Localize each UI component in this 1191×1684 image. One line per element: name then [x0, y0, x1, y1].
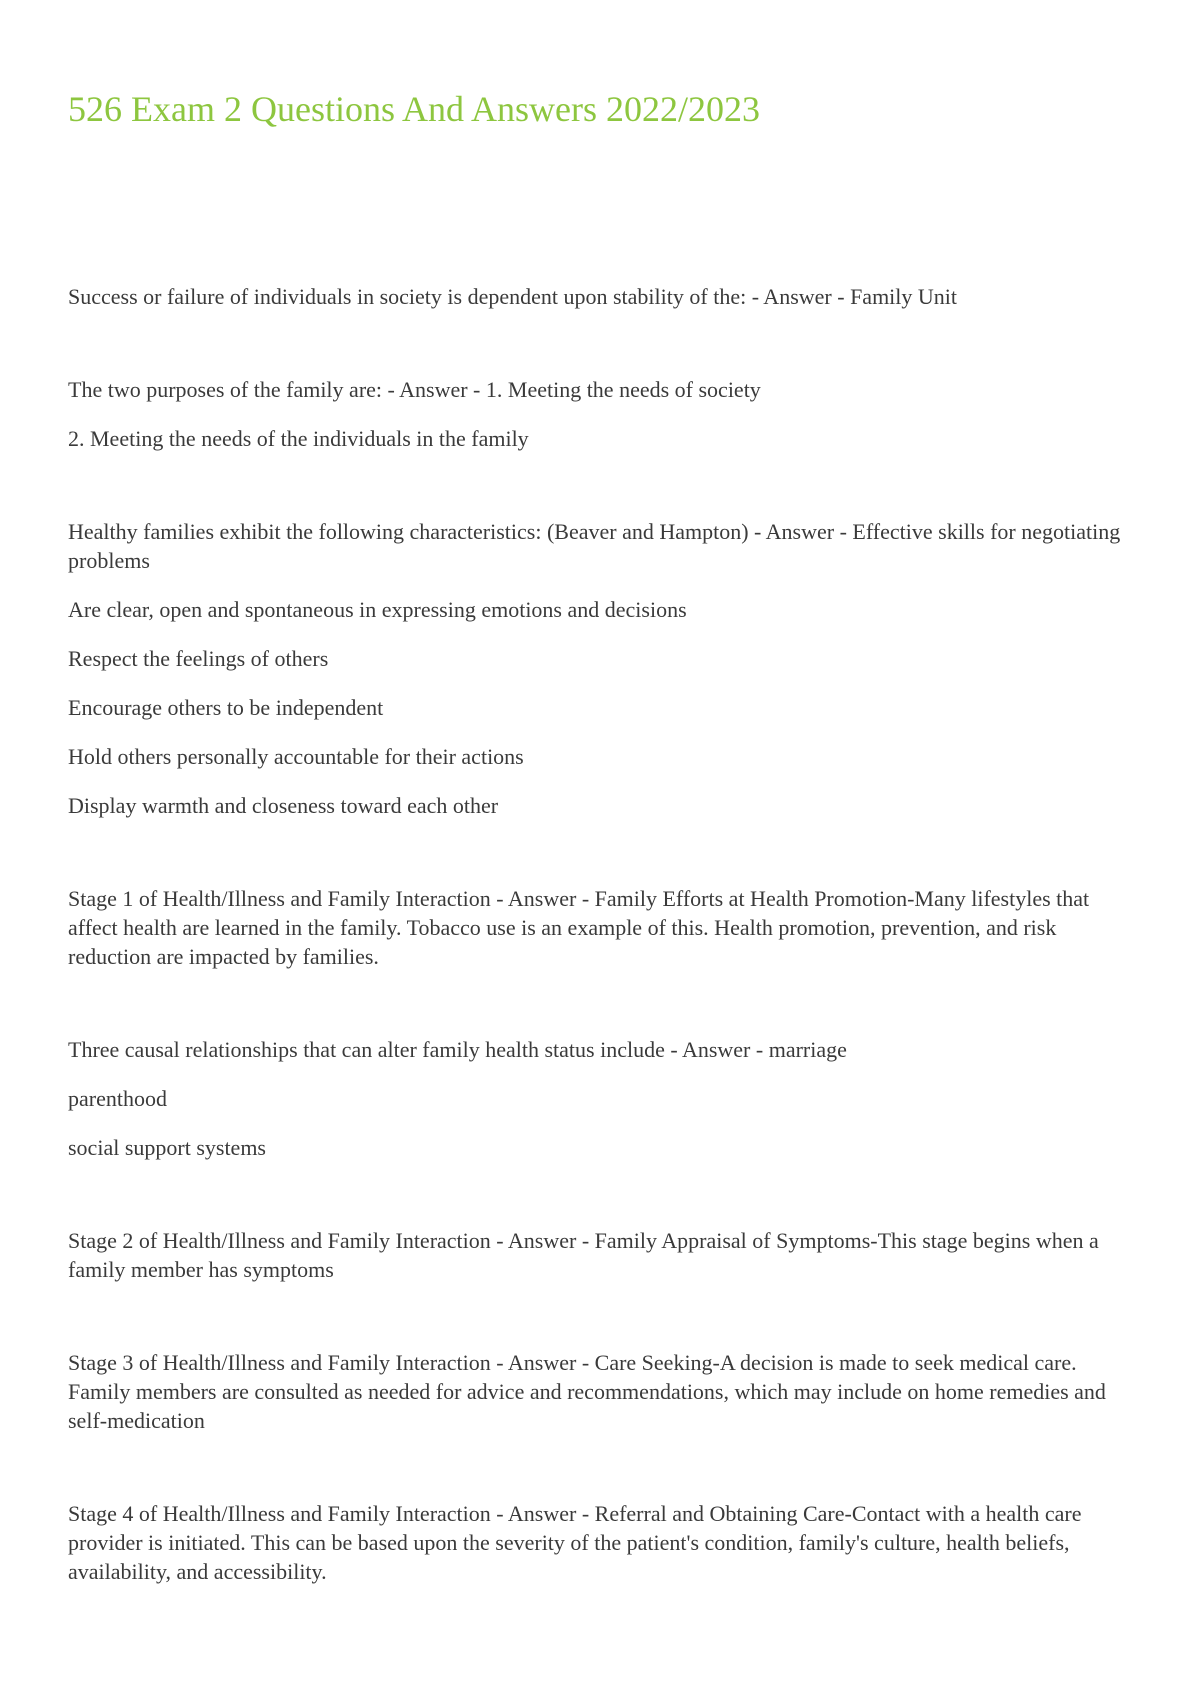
qa-list	[68, 282, 1128, 1650]
qa-item	[68, 282, 1128, 311]
qa-line: Encourage others to be independent	[68, 695, 384, 720]
qa-line: Stage 3 of Health/Illness and Family Interaction - Answer - Care Seeking-A decision is made to seek medical care. Family members are consulted as needed for advice and recommendations, which may include on home remedies and self-medication	[68, 1350, 1106, 1433]
qa-line: Are clear, open and spontaneous in expressing emotions and decisions	[68, 597, 687, 622]
qa-item	[68, 1035, 1128, 1162]
qa-line: Stage 1 of Health/Illness and Family Interaction - Answer - Family Efforts at Health Promotion-Many lifestyles that affect health are learned in the family. Tobacco use is an example of this. Health promotion, prevention, and risk reduction are impacted by families.	[68, 886, 1090, 969]
qa-line: 2. Meeting the needs of the individuals in the family	[68, 426, 529, 451]
qa-line: Healthy families exhibit the following characteristics: (Beaver and Hampton) - Answer - Effective skills for negotiating problems	[68, 519, 1121, 573]
qa-line: Display warmth and closeness toward each other	[68, 793, 499, 818]
qa-line: parenthood	[68, 1086, 167, 1111]
qa-line: Stage 2 of Health/Illness and Family Interaction - Answer - Family Appraisal of Symptoms-This stage begins when a family member has symptoms	[68, 1228, 1099, 1282]
qa-item	[68, 1499, 1128, 1586]
qa-line: Hold others personally accountable for their actions	[68, 744, 524, 769]
qa-item	[68, 884, 1128, 971]
qa-item	[68, 517, 1128, 820]
qa-line: Success or failure of individuals in society is dependent upon stability of the: - Answer - Family Unit	[68, 284, 958, 309]
qa-line: Stage 4 of Health/Illness and Family Interaction - Answer - Referral and Obtaining Care-Contact with a health care provider is initiated. This can be based upon the severity of the patient's condition, family's culture, health beliefs, availability, and accessibility.	[68, 1501, 1082, 1584]
qa-line: Three causal relationships that can alter family health status include - Answer - marriage	[68, 1037, 847, 1062]
qa-item	[68, 375, 1128, 453]
document-title: 526 Exam 2 Questions And Answers 2022/2023	[68, 89, 760, 129]
qa-line: Respect the feelings of others	[68, 646, 329, 671]
qa-line: The two purposes of the family are: - Answer - 1. Meeting the needs of society	[68, 377, 761, 402]
qa-item	[68, 1348, 1128, 1435]
qa-line: social support systems	[68, 1135, 266, 1160]
qa-item	[68, 1226, 1128, 1284]
